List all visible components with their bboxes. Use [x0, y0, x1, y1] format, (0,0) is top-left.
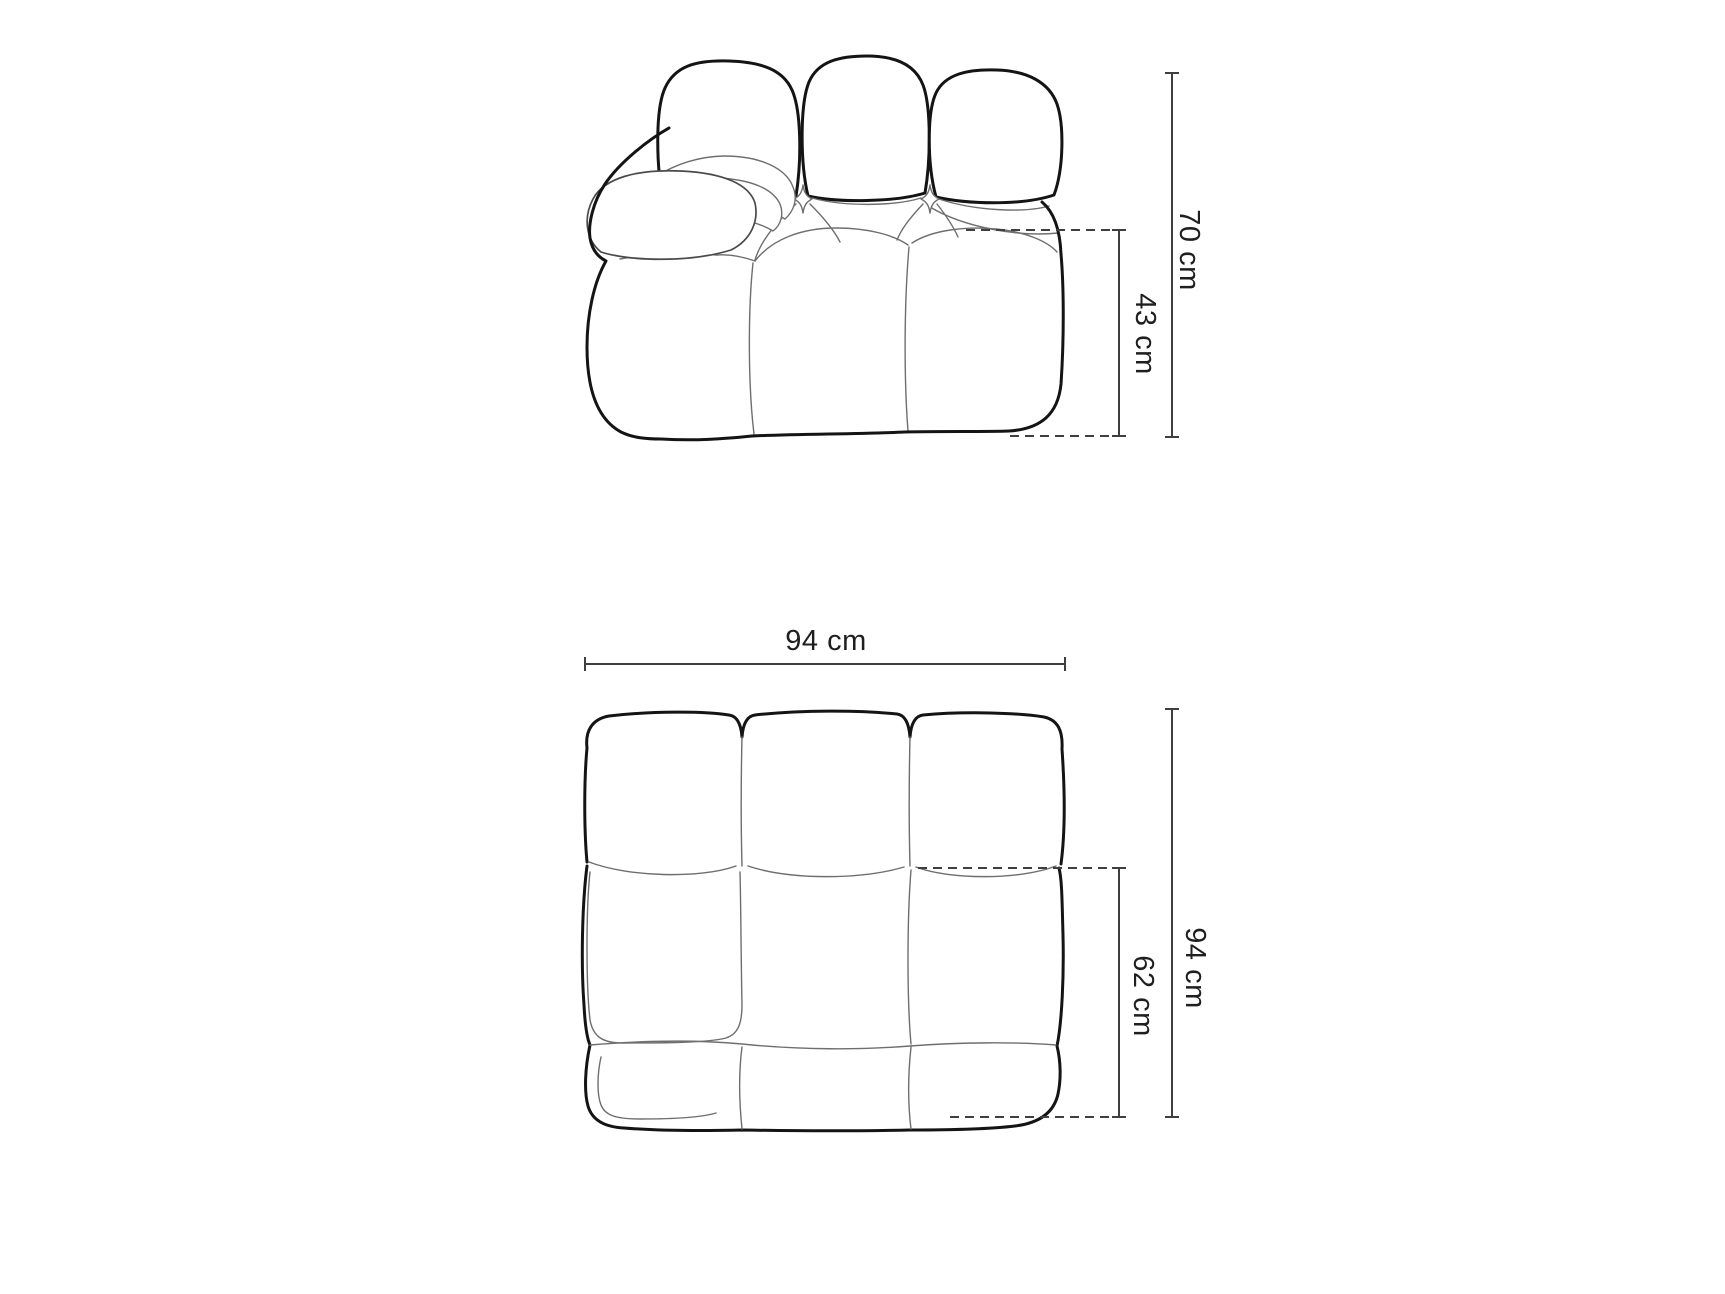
- dim-label-seat-height: 43 cm: [1129, 293, 1161, 375]
- plan-left-seam-lower: [740, 1047, 742, 1129]
- plan-bottom-left-inner-contour: [598, 1057, 716, 1119]
- plan-back-seam-left: [741, 737, 742, 866]
- dim-total-height: [1165, 73, 1205, 437]
- plan-body-silhouette: [582, 866, 1063, 1131]
- side-armrest-front-pill: [587, 171, 756, 260]
- dim-label-seat-depth: 62 cm: [1127, 955, 1159, 1037]
- plan-center-seam-upper: [908, 870, 911, 1044]
- side-seat-top-middle: [755, 228, 908, 261]
- plan-left-middle-cushion: [587, 872, 742, 1043]
- dim-label-total-width: 94 cm: [785, 625, 867, 657]
- side-back-cushion-middle: [802, 56, 929, 201]
- side-view: [587, 56, 1205, 440]
- side-back-cushion-right: [929, 70, 1062, 203]
- side-tuft-curve: [810, 204, 840, 242]
- plan-underarc-left: [589, 862, 736, 875]
- dim-total-depth: [1165, 709, 1211, 1117]
- dim-seat-depth: [918, 868, 1159, 1117]
- plan-center-seam-lower: [909, 1047, 911, 1129]
- plan-back-seam-right: [909, 737, 910, 866]
- plan-underarc-middle: [748, 866, 904, 877]
- dim-label-total-height: 70 cm: [1173, 209, 1205, 291]
- side-tuft-curve: [897, 204, 923, 240]
- dim-total-width: [585, 625, 1065, 671]
- dim-label-total-depth: 94 cm: [1179, 927, 1211, 1009]
- side-seat-seam-left: [749, 263, 754, 434]
- plan-back-row-outline: [585, 711, 1064, 864]
- side-seat-top-right: [912, 228, 1057, 252]
- top-view: [582, 625, 1211, 1131]
- side-seat-seam-right: [905, 247, 909, 431]
